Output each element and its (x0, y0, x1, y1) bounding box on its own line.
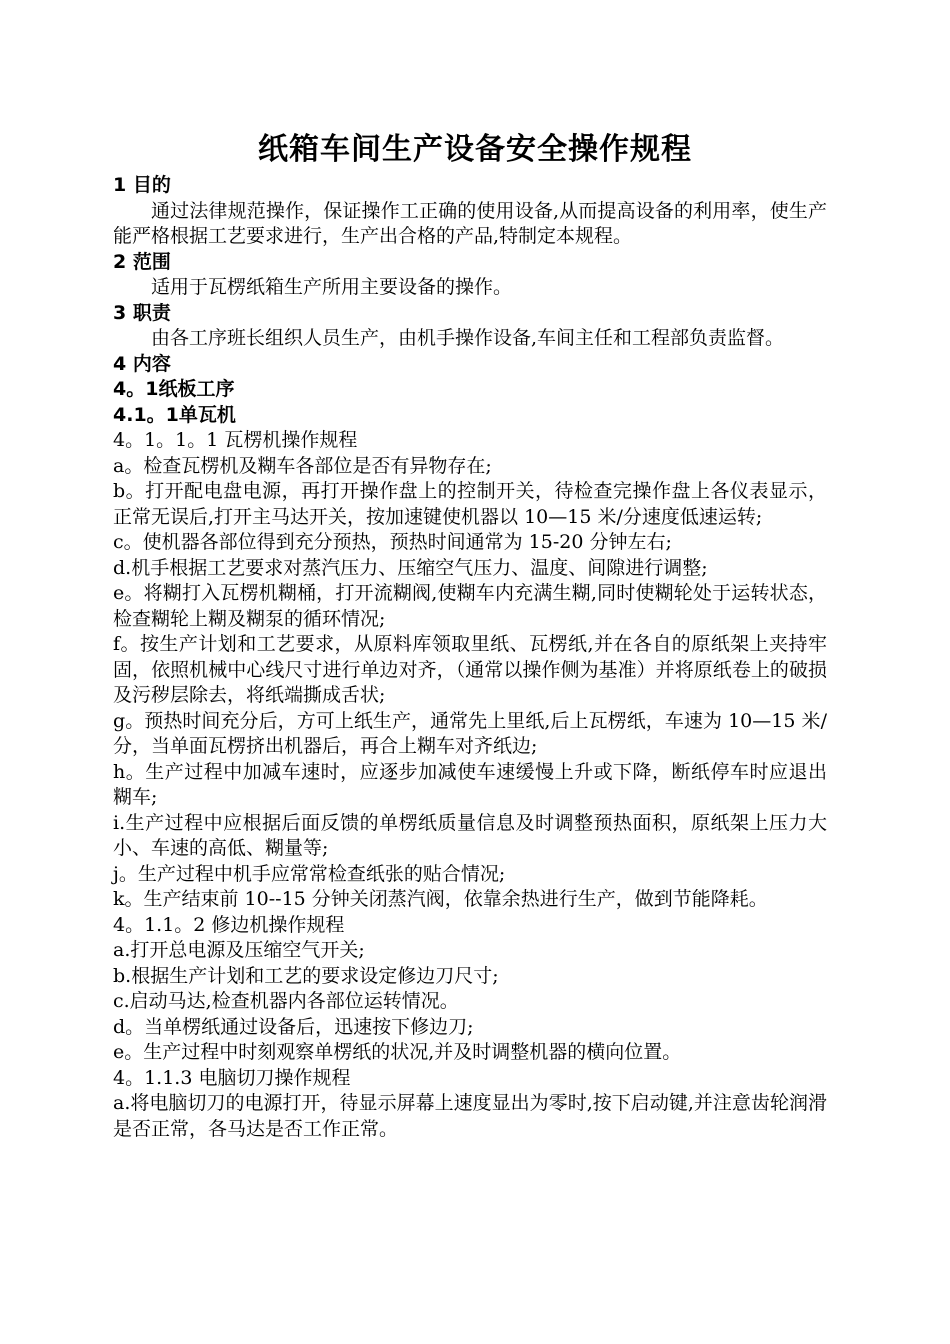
paragraph: 4。1.1。2 修边机操作规程 (113, 913, 345, 936)
paragraph: c。使机器各部位得到充分预热，预热时间通常为 15-20 分钟左右; (113, 531, 672, 553)
section-heading: 3 职责 (113, 301, 171, 324)
paragraph: f。按生产计划和工艺要求，从原料库领取里纸、瓦楞纸,并在各自的原纸架上夹持牢固，依照机械中心线尺寸进行单边对齐，（通常以操作侧为基准）并将原纸卷上的破损及污秽层除去，将纸端撕成舌状; (113, 633, 827, 706)
paragraph: h。生产过程中加减车速时，应逐步加减使车速缓慢上升或下降，断纸停车时应退出糊车; (113, 760, 827, 808)
paragraph: k。生产结束前 10--15 分钟关闭蒸汽阀，依靠余热进行生产，做到节能降耗。 (113, 888, 768, 910)
paragraph: a.打开总电源及压缩空气开关; (113, 939, 365, 961)
paragraph: 由各工序班长组织人员生产，由机手操作设备,车间主任和工程部负责监督。 (151, 327, 785, 349)
paragraph: a.将电脑切刀的电源打开，待显示屏幕上速度显出为零时,按下启动键,并注意齿轮润滑是否正常，各马达是否工作正常。 (113, 1092, 827, 1140)
paragraph: c.启动马达,检查机器内各部位运转情况。 (113, 990, 459, 1012)
paragraph: 通过法律规范操作，保证操作工正确的使用设备,从而提高设备的利用率，使生产能严格根据工艺要求进行，生产出合格的产品,特制定本规程。 (113, 199, 827, 247)
paragraph: b。打开配电盘电源，再打开操作盘上的控制开关，待检查完操作盘上各仪表显示，正常无误后,打开主马达开关，按加速键使机器以 10—15 米/分速度低速运转; (113, 480, 827, 528)
paragraph: 4。1。1。1 瓦楞机操作规程 (113, 429, 358, 451)
section-heading: 2 范围 (113, 250, 171, 273)
section-heading: 4.1。1单瓦机 (113, 403, 236, 426)
section-heading: 1 目的 (113, 174, 171, 196)
paragraph: g。预热时间充分后，方可上纸生产，通常先上里纸,后上瓦楞纸，车速为 10—15 米/分，当单面瓦楞挤出机器后，再合上糊车对齐纸边; (113, 709, 827, 757)
paragraph: i.生产过程中应根据后面反馈的单楞纸质量信息及时调整预热面积，原纸架上压力大小、车速的高低、糊量等; (113, 811, 827, 859)
page-title: 纸箱车间生产设备安全操作规程 (258, 132, 692, 167)
paragraph: e。生产过程中时刻观察单楞纸的状况,并及时调整机器的横向位置。 (113, 1041, 682, 1063)
paragraph: d。当单楞纸通过设备后，迅速按下修边刀; (113, 1015, 474, 1038)
paragraph: 适用于瓦楞纸箱生产所用主要设备的操作。 (151, 276, 513, 298)
section-heading: 4 内容 (113, 352, 171, 375)
paragraph: b.根据生产计划和工艺的要求设定修边刀尺寸; (113, 964, 499, 987)
document-body (113, 173, 827, 1142)
paragraph: 4。1.1.3 电脑切刀操作规程 (113, 1066, 351, 1089)
paragraph: j。生产过程中机手应常常检查纸张的贴合情况; (113, 862, 506, 885)
paragraph: a。检查瓦楞机及糊车各部位是否有异物存在; (113, 454, 492, 477)
paragraph: d.机手根据工艺要求对蒸汽压力、压缩空气压力、温度、间隙进行调整; (113, 556, 708, 579)
section-heading: 4。1纸板工序 (113, 378, 235, 400)
paragraph: e。将糊打入瓦楞机糊桶，打开流糊阀,使糊车内充满生糊,同时使糊轮处于运转状态，检查糊轮上糊及糊泵的循环情况; (113, 582, 827, 630)
